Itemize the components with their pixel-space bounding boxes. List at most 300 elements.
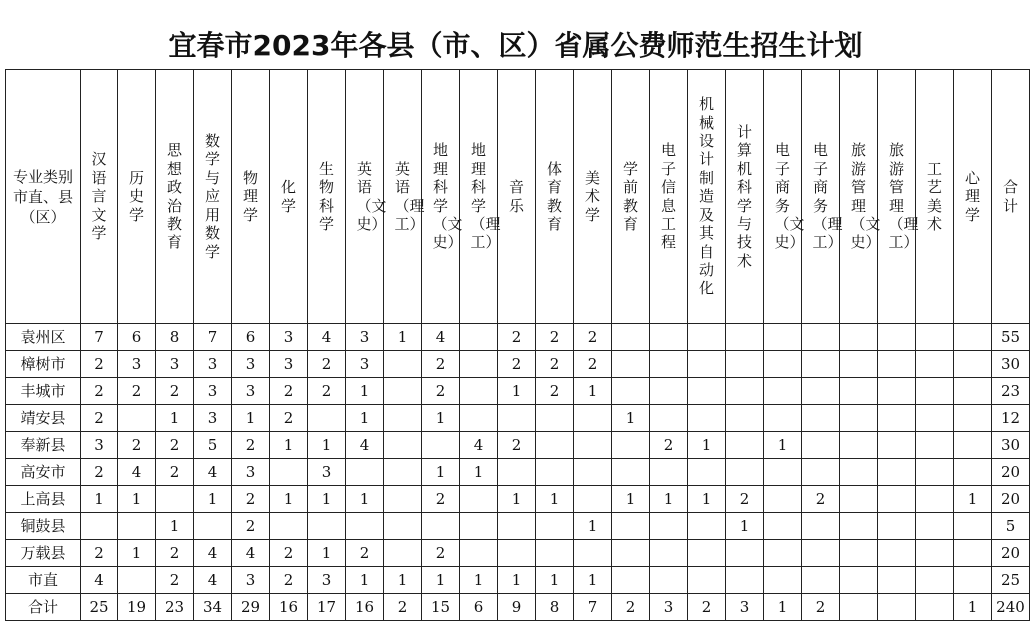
table-cell: [612, 378, 650, 405]
table-cell: [802, 459, 840, 486]
table-cell: [878, 432, 916, 459]
table-cell: 3: [270, 351, 308, 378]
table-cell: [916, 432, 954, 459]
table-row: [6, 513, 1030, 540]
table-cell: [612, 351, 650, 378]
table-cell: [650, 378, 688, 405]
table-cell: [688, 567, 726, 594]
table-cell: [460, 351, 498, 378]
table-cell: 3: [232, 459, 270, 486]
table-cell: 1: [726, 513, 764, 540]
table-cell: 1: [194, 486, 232, 513]
table-cell: [536, 513, 574, 540]
column-header: [232, 70, 270, 324]
table-cell: [916, 459, 954, 486]
table-row: [6, 459, 1030, 486]
table-cell: 4: [346, 432, 384, 459]
table-cell: [878, 567, 916, 594]
table-cell: 1: [422, 405, 460, 432]
row-label: 丰城市: [6, 378, 81, 405]
column-header: [156, 70, 194, 324]
column-header-label: 电子信息工程: [660, 141, 676, 252]
table-cell: 2: [498, 351, 536, 378]
column-header-label: 美术学: [584, 168, 600, 224]
row-label: 袁州区: [6, 324, 81, 351]
table-cell: 6: [232, 324, 270, 351]
table-cell: 1: [574, 378, 612, 405]
column-header: [878, 70, 919, 324]
table-cell: 2: [498, 432, 536, 459]
table-cell: 1: [346, 378, 384, 405]
table-cell: 7: [81, 324, 118, 351]
table-cell: [308, 513, 346, 540]
table-cell: [954, 459, 992, 486]
row-label: 樟树市: [6, 351, 81, 378]
table-cell: [688, 459, 726, 486]
table-cell: 2: [308, 378, 346, 405]
table-cell: [954, 378, 992, 405]
table-cell: [878, 459, 916, 486]
column-header-label: 思想政治教育: [166, 141, 182, 252]
table-cell: [764, 324, 802, 351]
table-cell: [916, 567, 954, 594]
column-header: [460, 70, 501, 324]
table-cell: 4: [194, 540, 232, 567]
table-cell: 2: [802, 594, 840, 621]
table-cell: [840, 405, 878, 432]
table-cell: 5: [194, 432, 232, 459]
table-cell: [612, 432, 650, 459]
table-cell: 1: [308, 486, 346, 513]
table-cell: [840, 567, 878, 594]
table-cell: [840, 486, 878, 513]
table-cell: [574, 432, 612, 459]
column-header: [840, 70, 881, 324]
enrollment-plan-table: [5, 69, 1030, 621]
table-cell: [878, 324, 916, 351]
table-cell: 20: [992, 540, 1030, 567]
table-cell: 1: [612, 486, 650, 513]
table-cell: [346, 513, 384, 540]
table-cell: 2: [726, 486, 764, 513]
table-cell: [650, 540, 688, 567]
column-header-label: 工艺美术: [926, 159, 942, 233]
table-cell: [916, 405, 954, 432]
table-cell: 1: [460, 459, 498, 486]
table-cell: 30: [992, 432, 1030, 459]
column-header: [81, 70, 118, 324]
table-cell: 8: [156, 324, 194, 351]
column-header: [574, 70, 612, 324]
table-cell: 1: [764, 432, 802, 459]
column-header: [270, 70, 308, 324]
table-cell: 2: [270, 540, 308, 567]
table-cell: 2: [81, 540, 118, 567]
table-cell: 2: [81, 351, 118, 378]
table-cell: 1: [612, 405, 650, 432]
table-cell: [650, 459, 688, 486]
corner-header-cell: [6, 70, 81, 324]
column-header: [916, 70, 954, 324]
column-header: [498, 70, 536, 324]
table-cell: [536, 432, 574, 459]
table-cell: [726, 324, 764, 351]
table-cell: [422, 432, 460, 459]
table-cell: [840, 540, 878, 567]
table-cell: [764, 351, 802, 378]
table-cell: 3: [726, 594, 764, 621]
table-cell: 2: [270, 405, 308, 432]
total-row: [6, 594, 1030, 621]
column-header-label: 汉语言文学: [91, 150, 107, 243]
column-header: [726, 70, 764, 324]
column-header-label: 英语（文史）: [356, 159, 387, 233]
table-cell: 3: [232, 351, 270, 378]
column-header: [346, 70, 387, 324]
table-cell: 2: [384, 594, 422, 621]
column-header-label: 历史学: [128, 168, 144, 224]
table-cell: [764, 459, 802, 486]
table-cell: 3: [308, 567, 346, 594]
table-cell: 2: [156, 378, 194, 405]
table-cell: 2: [422, 351, 460, 378]
table-cell: 1: [954, 594, 992, 621]
table-cell: 25: [81, 594, 118, 621]
table-cell: 1: [688, 432, 726, 459]
column-header-label: 地理科学（文史）: [432, 141, 463, 252]
table-cell: [840, 351, 878, 378]
table-cell: 7: [194, 324, 232, 351]
table-cell: 1: [498, 486, 536, 513]
table-cell: [916, 513, 954, 540]
table-cell: 2: [81, 378, 118, 405]
page-title: 宜春市2023年各县（市、区）省属公费师范生招生计划: [168, 29, 863, 62]
table-cell: 3: [232, 567, 270, 594]
table-cell: [118, 513, 156, 540]
table-cell: [878, 594, 916, 621]
table-row: [6, 405, 1030, 432]
column-header-label: 体育教育: [546, 159, 562, 233]
column-header-label: 合计: [1002, 178, 1018, 215]
row-label: 合计: [6, 594, 81, 621]
table-cell: 15: [422, 594, 460, 621]
table-cell: 4: [460, 432, 498, 459]
table-cell: [954, 324, 992, 351]
table-cell: [650, 567, 688, 594]
table-cell: 1: [650, 486, 688, 513]
column-header-label: 物理学: [242, 168, 258, 224]
table-cell: [650, 405, 688, 432]
table-cell: 1: [118, 486, 156, 513]
table-row: [6, 324, 1030, 351]
table-cell: 2: [156, 567, 194, 594]
table-cell: [954, 513, 992, 540]
table-cell: 2: [574, 324, 612, 351]
table-cell: [878, 351, 916, 378]
table-cell: [954, 432, 992, 459]
column-header: [536, 70, 574, 324]
table-cell: 2: [232, 513, 270, 540]
table-cell: 2: [156, 432, 194, 459]
column-header-label: 化学: [280, 178, 296, 215]
table-cell: 2: [536, 351, 574, 378]
table-cell: 1: [232, 405, 270, 432]
table-row: [6, 486, 1030, 513]
table-cell: [840, 459, 878, 486]
table-cell: 1: [270, 432, 308, 459]
table-cell: [840, 513, 878, 540]
table-cell: [460, 405, 498, 432]
table-cell: [612, 513, 650, 540]
table-cell: 8: [536, 594, 574, 621]
table-cell: [460, 378, 498, 405]
table-cell: 34: [194, 594, 232, 621]
table-cell: [612, 459, 650, 486]
table-cell: 2: [802, 486, 840, 513]
column-header-label: 电子商务（文史）: [774, 141, 805, 252]
table-cell: 3: [308, 459, 346, 486]
table-cell: [536, 540, 574, 567]
table-cell: 16: [270, 594, 308, 621]
table-cell: 1: [498, 567, 536, 594]
table-cell: [764, 513, 802, 540]
table-cell: [916, 540, 954, 567]
table-cell: [460, 486, 498, 513]
column-header: [194, 70, 232, 324]
column-header: [118, 70, 156, 324]
table-cell: [574, 486, 612, 513]
table-cell: 17: [308, 594, 346, 621]
table-cell: [726, 459, 764, 486]
table-cell: [764, 540, 802, 567]
table-cell: 2: [232, 432, 270, 459]
table-cell: [764, 378, 802, 405]
table-cell: [81, 513, 118, 540]
row-label: 万载县: [6, 540, 81, 567]
table-cell: [612, 540, 650, 567]
table-cell: [764, 405, 802, 432]
table-cell: 29: [232, 594, 270, 621]
column-header-label: 英语（理工）: [394, 159, 425, 233]
table-header-row: [6, 70, 1030, 324]
table-cell: [726, 351, 764, 378]
table-cell: 23: [156, 594, 194, 621]
table-cell: [688, 324, 726, 351]
table-cell: 4: [81, 567, 118, 594]
table-row: [6, 432, 1030, 459]
table-cell: 20: [992, 486, 1030, 513]
table-cell: 1: [81, 486, 118, 513]
table-cell: [118, 405, 156, 432]
table-cell: 2: [422, 540, 460, 567]
column-header: [384, 70, 425, 324]
table-cell: 12: [992, 405, 1030, 432]
table-cell: 4: [194, 567, 232, 594]
table-cell: 1: [156, 405, 194, 432]
table-cell: 3: [194, 351, 232, 378]
table-cell: [612, 567, 650, 594]
table-cell: [384, 540, 422, 567]
table-cell: [688, 513, 726, 540]
table-cell: 3: [346, 324, 384, 351]
table-cell: 2: [650, 432, 688, 459]
column-header-label: 计算机科学与技术: [736, 122, 752, 270]
table-cell: [878, 378, 916, 405]
table-cell: [270, 459, 308, 486]
table-cell: 3: [194, 378, 232, 405]
table-body: [6, 324, 1030, 621]
table-cell: [916, 594, 954, 621]
table-cell: [840, 324, 878, 351]
table-cell: 19: [118, 594, 156, 621]
column-header: [612, 70, 650, 324]
table-row: [6, 351, 1030, 378]
row-label: 铜鼓县: [6, 513, 81, 540]
column-header-label: 旅游管理（理工）: [888, 141, 919, 252]
table-cell: 1: [156, 513, 194, 540]
table-cell: [194, 513, 232, 540]
table-cell: 1: [118, 540, 156, 567]
table-cell: 1: [270, 486, 308, 513]
table-cell: 9: [498, 594, 536, 621]
table-cell: [954, 540, 992, 567]
column-header: [954, 70, 992, 324]
table-cell: 2: [118, 432, 156, 459]
row-label: 市直: [6, 567, 81, 594]
table-cell: [346, 459, 384, 486]
table-cell: [802, 405, 840, 432]
table-cell: [460, 324, 498, 351]
column-header-label: 旅游管理（文史）: [850, 141, 881, 252]
table-cell: [726, 432, 764, 459]
table-cell: 4: [308, 324, 346, 351]
table-cell: [688, 351, 726, 378]
table-cell: [384, 513, 422, 540]
table-cell: 2: [536, 324, 574, 351]
table-cell: [726, 405, 764, 432]
table-cell: [536, 459, 574, 486]
table-cell: 1: [460, 567, 498, 594]
table-cell: 3: [270, 324, 308, 351]
table-cell: 55: [992, 324, 1030, 351]
table-cell: 7: [574, 594, 612, 621]
table-cell: [916, 324, 954, 351]
table-cell: 1: [384, 324, 422, 351]
table-cell: [726, 540, 764, 567]
table-cell: [536, 405, 574, 432]
table-cell: [384, 405, 422, 432]
table-cell: 1: [422, 459, 460, 486]
column-header-label: 生物科学: [318, 159, 334, 233]
table-cell: 1: [422, 567, 460, 594]
table-cell: [308, 405, 346, 432]
table-cell: 6: [460, 594, 498, 621]
table-cell: [840, 378, 878, 405]
table-cell: 2: [81, 459, 118, 486]
table-cell: 2: [422, 486, 460, 513]
table-cell: 3: [156, 351, 194, 378]
table-cell: 1: [346, 567, 384, 594]
table-cell: [802, 324, 840, 351]
table-cell: 2: [688, 594, 726, 621]
column-header: [688, 70, 726, 324]
table-cell: 1: [308, 432, 346, 459]
table-cell: [688, 540, 726, 567]
table-cell: 3: [194, 405, 232, 432]
table-cell: 240: [992, 594, 1030, 621]
column-header-label: 心理学: [964, 168, 980, 224]
table-cell: 1: [536, 567, 574, 594]
table-cell: [878, 513, 916, 540]
table-cell: 2: [81, 405, 118, 432]
table-cell: [460, 513, 498, 540]
table-cell: 2: [156, 459, 194, 486]
table-cell: [916, 351, 954, 378]
table-cell: 2: [612, 594, 650, 621]
table-cell: [726, 378, 764, 405]
table-cell: 1: [954, 486, 992, 513]
table-cell: 1: [346, 486, 384, 513]
table-cell: 2: [270, 567, 308, 594]
table-cell: [650, 513, 688, 540]
corner-header-label: 专业类别 市直、县 （区）: [12, 167, 73, 226]
table-cell: [688, 405, 726, 432]
table-cell: [498, 405, 536, 432]
table-cell: [916, 378, 954, 405]
table-cell: 5: [992, 513, 1030, 540]
table-cell: 1: [308, 540, 346, 567]
table-cell: 2: [156, 540, 194, 567]
table-cell: [460, 540, 498, 567]
table-cell: [650, 324, 688, 351]
table-cell: [650, 351, 688, 378]
table-cell: [916, 486, 954, 513]
row-label: 上高县: [6, 486, 81, 513]
table-cell: 25: [992, 567, 1030, 594]
table-cell: 2: [270, 378, 308, 405]
column-header: [650, 70, 688, 324]
table-cell: 23: [992, 378, 1030, 405]
table-cell: [118, 567, 156, 594]
table-cell: 2: [232, 486, 270, 513]
table-row: [6, 378, 1030, 405]
table-cell: 1: [764, 594, 802, 621]
table-cell: 16: [346, 594, 384, 621]
table-row: [6, 567, 1030, 594]
table-cell: 4: [118, 459, 156, 486]
table-cell: [270, 513, 308, 540]
table-cell: 20: [992, 459, 1030, 486]
table-cell: 1: [536, 486, 574, 513]
table-cell: 3: [346, 351, 384, 378]
column-header-label: 学前教育: [622, 159, 638, 233]
table-cell: 4: [232, 540, 270, 567]
table-cell: 1: [384, 567, 422, 594]
table-cell: 2: [422, 378, 460, 405]
table-cell: [954, 567, 992, 594]
table-cell: [802, 351, 840, 378]
table-cell: 1: [498, 378, 536, 405]
table-cell: [612, 324, 650, 351]
table-cell: [384, 459, 422, 486]
table-cell: [878, 540, 916, 567]
table-cell: [802, 432, 840, 459]
table-cell: 2: [346, 540, 384, 567]
table-cell: [384, 351, 422, 378]
column-header-label: 电子商务（理工）: [812, 141, 843, 252]
column-header: [422, 70, 463, 324]
table-cell: 3: [81, 432, 118, 459]
